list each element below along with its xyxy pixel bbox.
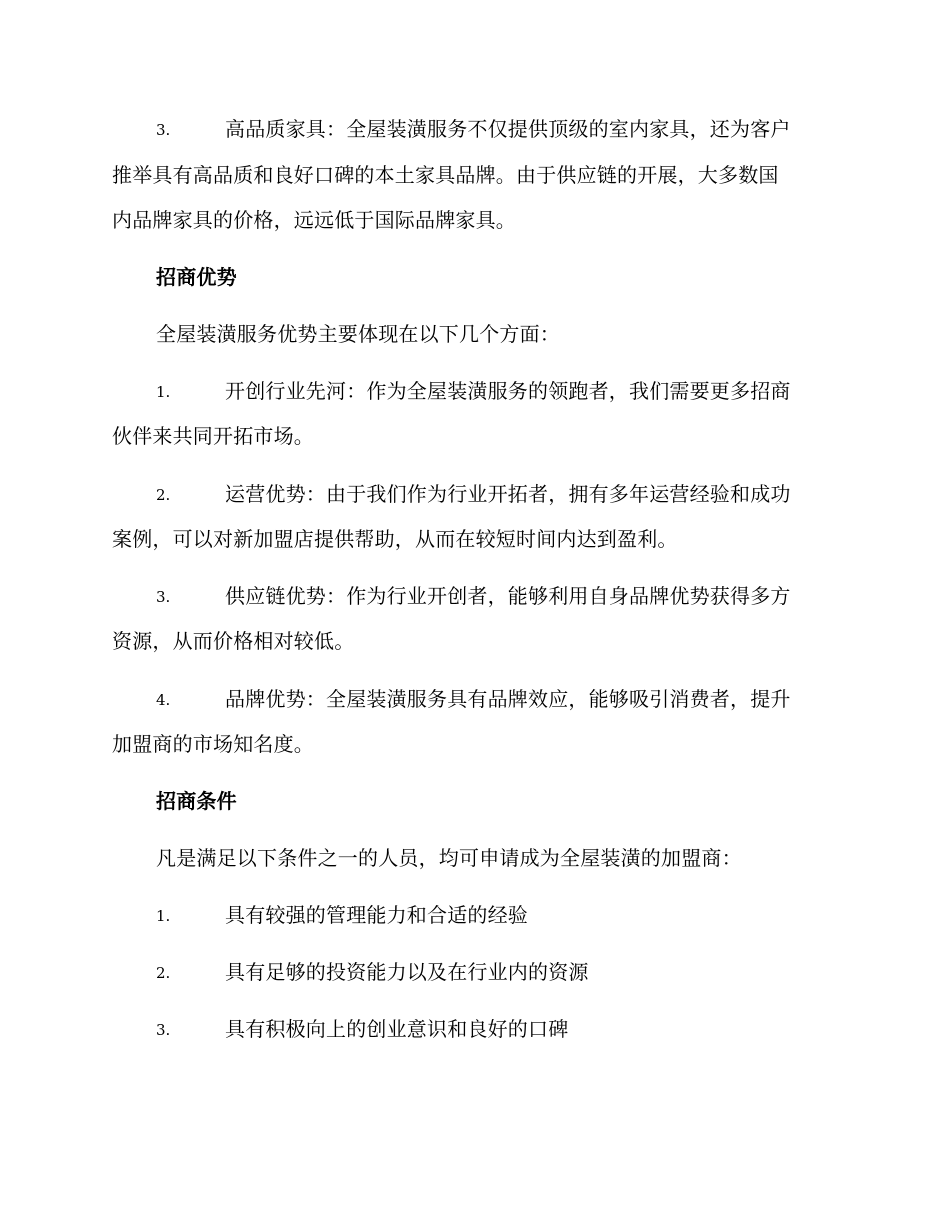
list-item-line: 具有较强的管理能力和合适的经验 [225,903,528,927]
section-intro: 全屋装潢服务优势主要体现在以下几个方面： [156,322,560,346]
section-heading-conditions: 招商条件 [156,789,237,813]
list-item-line: 资源，从而价格相对较低。 [112,629,355,653]
list-item-line: 运营优势：由于我们作为行业开拓者，拥有多年运营经验和成功 [225,482,791,506]
section-intro: 凡是满足以下条件之一的人员，均可申请成为全屋装潢的加盟商： [156,846,742,870]
list-item-line: 供应链优势：作为行业开创者，能够利用自身品牌优势获得多方 [225,584,791,608]
list-item-line: 加盟商的市场知名度。 [112,732,314,756]
list-number: 2. [156,486,171,504]
list-number: 3. [156,588,171,606]
list-item-line: 品牌优势：全屋装潢服务具有品牌效应，能够吸引消费者，提升 [225,687,791,711]
paragraph-line: 内品牌家具的价格，远远低于国际品牌家具。 [112,208,516,232]
list-item-line: 具有积极向上的创业意识和良好的口碑 [225,1017,569,1041]
list-item-line: 开创行业先河：作为全屋装潢服务的领跑者，我们需要更多招商 [225,379,791,403]
section-heading-advantages: 招商优势 [156,265,237,289]
list-number: 1. [156,383,171,401]
list-number: 1. [156,907,171,925]
paragraph-line: 高品质家具：全屋装潢服务不仅提供顶级的室内家具，还为客户 [225,117,791,141]
list-number: 3. [156,1021,171,1039]
list-item-line: 案例，可以对新加盟店提供帮助，从而在较短时间内达到盈利。 [112,527,678,551]
list-number: 2. [156,964,171,982]
list-number: 4. [156,691,171,709]
list-number: 3. [156,121,171,139]
paragraph-line: 推举具有高品质和良好口碑的本土家具品牌。由于供应链的开展，大多数国 [112,163,779,187]
list-item-line: 伙伴来共同开拓市场。 [112,424,314,448]
list-item-line: 具有足够的投资能力以及在行业内的资源 [225,960,589,984]
